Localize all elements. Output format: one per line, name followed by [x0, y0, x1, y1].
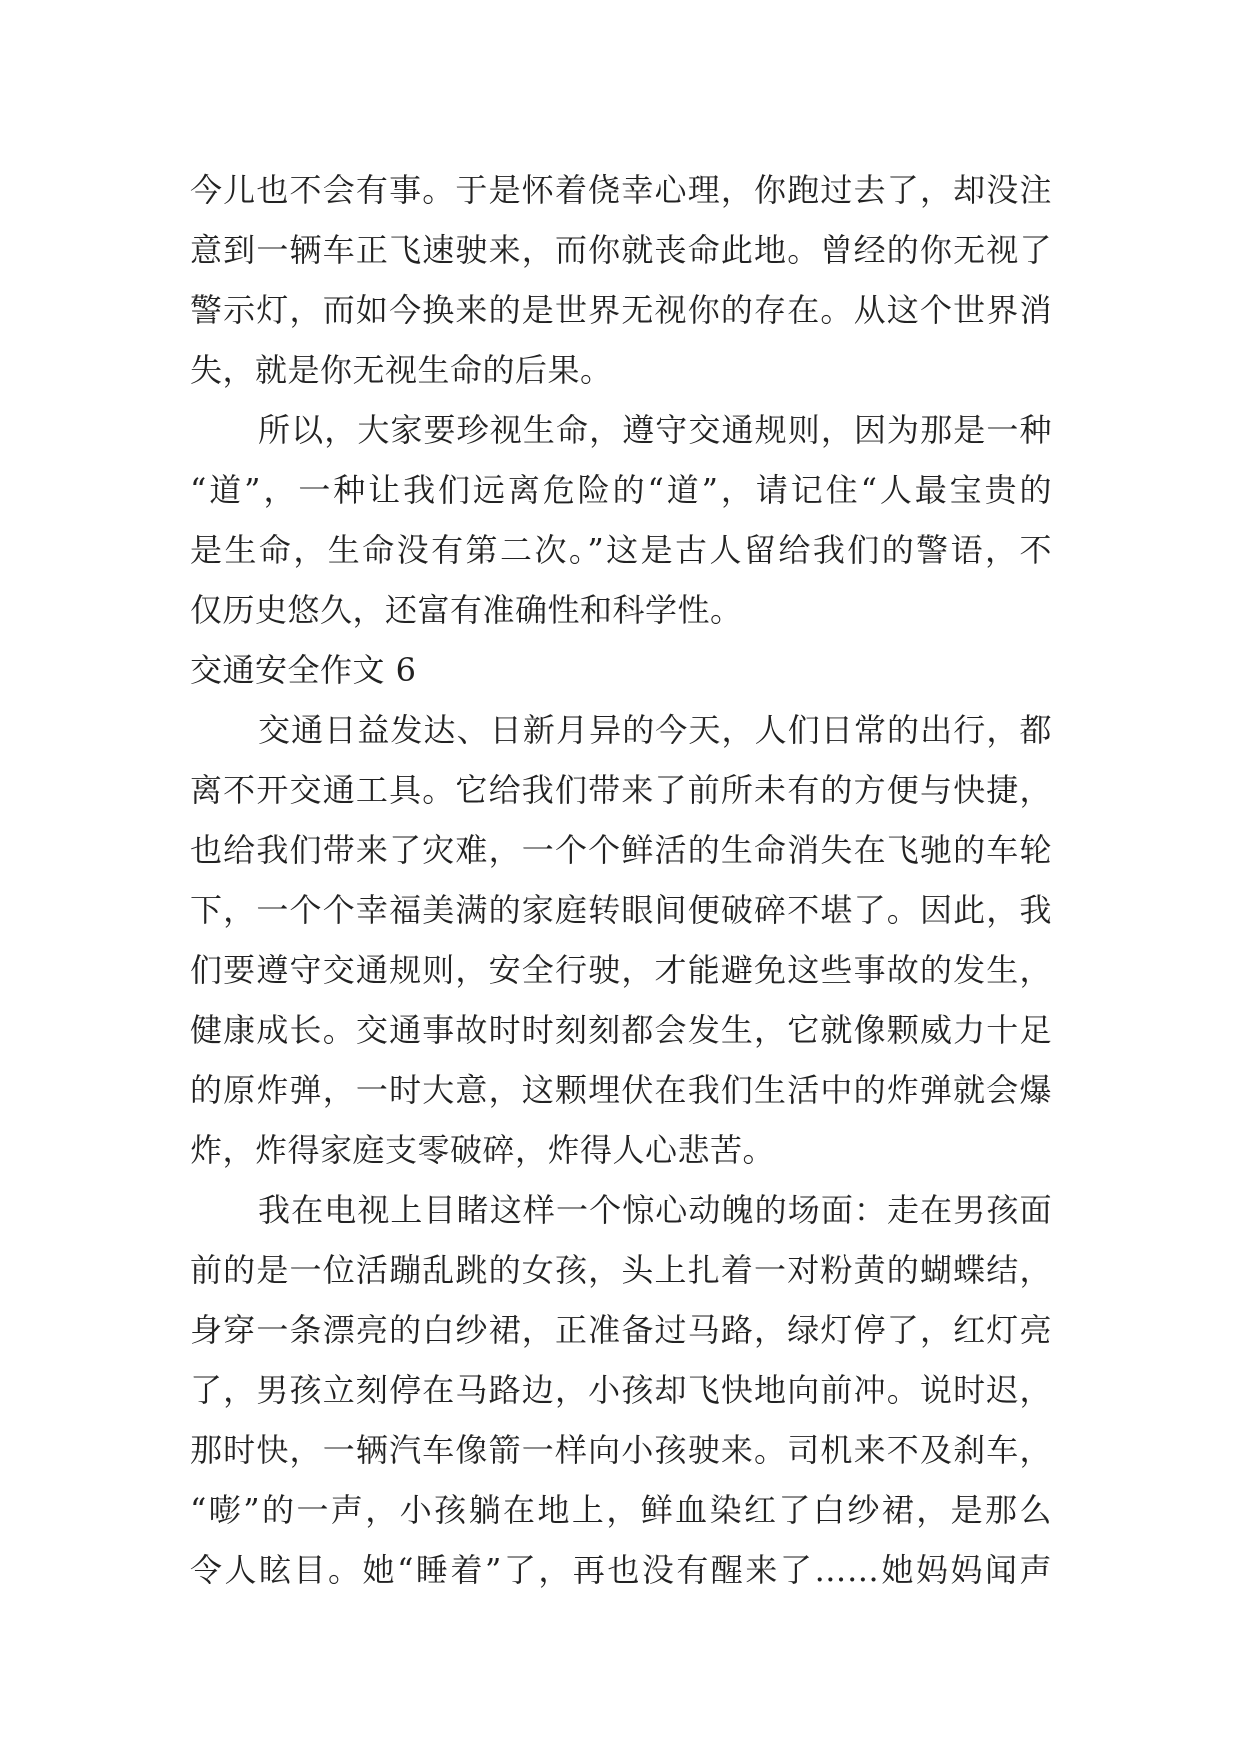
text-line: 离不开交通工具。它给我们带来了前所未有的方便与快捷， [190, 771, 1052, 809]
text-line: 失，就是你无视生命的后果。 [190, 351, 613, 389]
paragraph-first-line: 所以，大家要珍视生命，遵守交通规则，因为那是一种 [258, 411, 1052, 449]
paragraph-first-line: 交通日益发达、日新月异的今天，人们日常的出行，都 [258, 711, 1052, 749]
text-line: 令人眩目。她“睡着”了，再也没有醒来了……她妈妈闻声 [190, 1551, 1052, 1589]
text-line: 前的是一位活蹦乱跳的女孩，头上扎着一对粉黄的蝴蝶结， [190, 1251, 1052, 1289]
text-line: 仅历史悠久，还富有准确性和科学性。 [190, 591, 743, 629]
paragraph-first-line: 我在电视上目睹这样一个惊心动魄的场面：走在男孩面 [258, 1191, 1052, 1229]
text-line: 身穿一条漂亮的白纱裙，正准备过马路，绿灯停了，红灯亮 [190, 1311, 1052, 1349]
section-heading: 交通安全作文 6 [190, 651, 417, 689]
text-line: 们要遵守交通规则，安全行驶，才能避免这些事故的发生， [190, 951, 1052, 989]
text-line: 警示灯，而如今换来的是世界无视你的存在。从这个世界消 [190, 291, 1052, 329]
document-body [190, 160, 1052, 1600]
text-line: “嘭”的一声，小孩躺在地上，鲜血染红了白纱裙，是那么 [190, 1491, 1052, 1529]
text-line: 的原炸弹，一时大意，这颗埋伏在我们生活中的炸弹就会爆 [190, 1071, 1052, 1109]
text-line: 是生命，生命没有第二次。”这是古人留给我们的警语，不 [190, 531, 1052, 569]
text-line: 健康成长。交通事故时时刻刻都会发生，它就像颗威力十足 [190, 1011, 1052, 1049]
text-line: 也给我们带来了灾难，一个个鲜活的生命消失在飞驰的车轮 [190, 831, 1052, 869]
text-line: 那时快，一辆汽车像箭一样向小孩驶来。司机来不及刹车， [190, 1431, 1052, 1469]
text-line: 下，一个个幸福美满的家庭转眼间便破碎不堪了。因此，我 [190, 891, 1052, 929]
text-line: 意到一辆车正飞速驶来，而你就丧命此地。曾经的你无视了 [190, 231, 1052, 269]
text-line: “道”，一种让我们远离危险的“道”，请记住“人最宝贵的 [190, 471, 1052, 509]
text-line: 今儿也不会有事。于是怀着侥幸心理，你跑过去了，却没注 [190, 171, 1052, 209]
text-line: 炸，炸得家庭支零破碎，炸得人心悲苦。 [190, 1131, 776, 1169]
text-line: 了，男孩立刻停在马路边，小孩却飞快地向前冲。说时迟， [190, 1371, 1052, 1409]
